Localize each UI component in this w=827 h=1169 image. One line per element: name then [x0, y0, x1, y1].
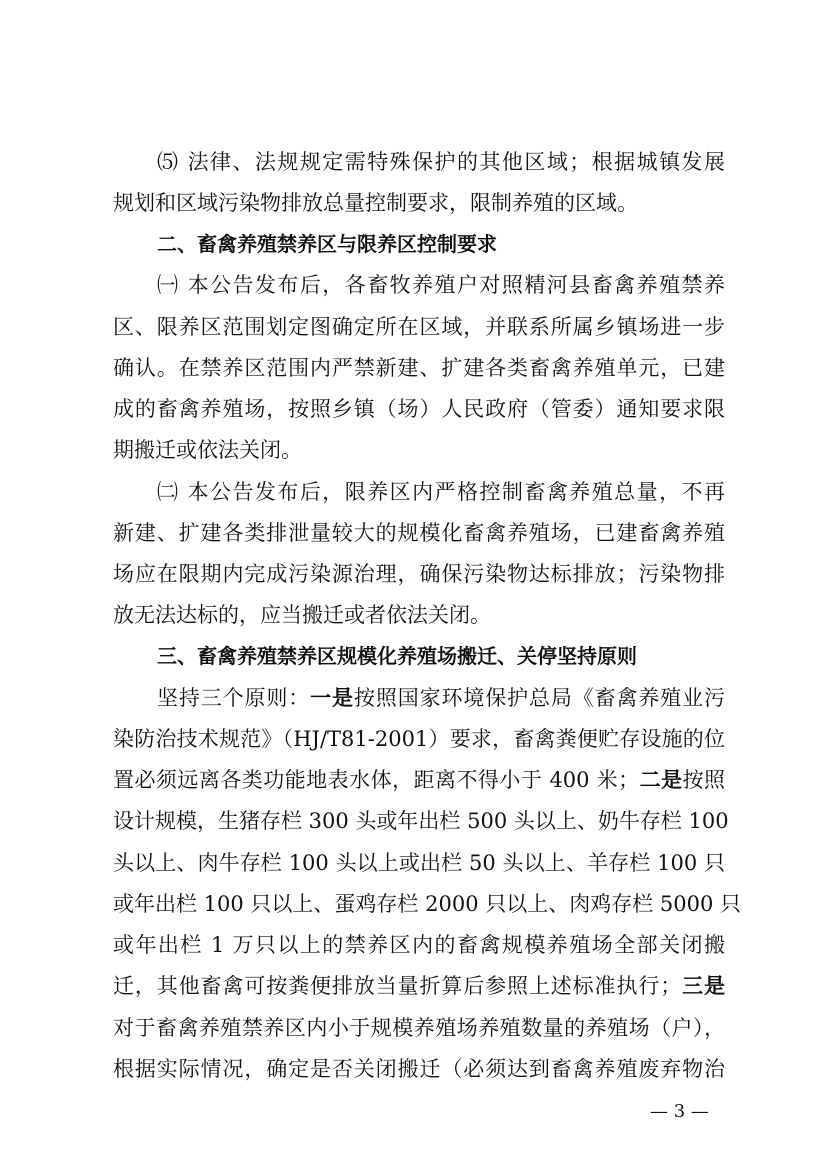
text-line: 或年出栏 1 万只以上的禁养区内的畜禽规模养殖场全部关闭搬 — [113, 933, 725, 957]
section-heading: 三、畜禽养殖禁养区规模化养殖场搬迁、关停坚持原则 — [157, 644, 637, 668]
text-line: 放无法达标的，应当搬迁或者依法关闭。 — [113, 603, 491, 627]
text-span: 按照 — [682, 768, 726, 792]
emphasis-text: 二是 — [639, 768, 683, 792]
text-line: ⑸ 法律、法规规定需特殊保护的其他区域；根据城镇发展 — [157, 150, 725, 174]
text-line: 成的畜禽养殖场，按照乡镇（场）人民政府（管委）通知要求限 — [113, 397, 725, 421]
text-line: 规划和区域污染物排放总量控制要求，限制养殖的区域。 — [113, 191, 638, 215]
text-span: 坚持三个原则： — [157, 686, 311, 710]
text-line: 或年出栏 100 只以上、蛋鸡存栏 2000 只以上、肉鸡存栏 5000 只 — [113, 892, 742, 916]
text-span: 按照国家环境保护总局《畜禽养殖业污 — [353, 686, 726, 710]
text-span: 迁，其他畜禽可按粪便排放当量折算后参照上述标准执行； — [113, 974, 682, 998]
text-line: 根据实际情况，确定是否关闭搬迁（必须达到畜禽养殖废弃物治 — [113, 1057, 725, 1081]
emphasis-text: 三是 — [681, 974, 726, 998]
text-line — [113, 766, 725, 794]
text-line: 设计规模，生猪存栏 300 头或年出栏 500 头以上、奶牛存栏 100 — [113, 809, 729, 833]
text-span: 置必须远离各类功能地表水体，距离不得小于 400 米； — [113, 768, 640, 792]
text-line: ㈠ 本公告发布后，各畜牧养殖户对照精河县畜禽养殖禁养 — [157, 273, 725, 297]
text-line: 区、限养区范围划定图确定所在区域，并联系所属乡镇场进一步 — [113, 315, 725, 339]
text-line: 对于畜禽养殖禁养区内小于规模养殖场养殖数量的养殖场（户）， — [113, 1016, 725, 1040]
text-line: 头以上、肉牛存栏 100 头以上或出栏 50 头以上、羊存栏 100 只 — [113, 851, 725, 875]
text-line: 新建、扩建各类排泄量较大的规模化畜禽养殖场，已建畜禽养殖 — [113, 521, 725, 545]
text-line: ㈡ 本公告发布后，限养区内严格控制畜禽养殖总量，不再 — [157, 480, 725, 504]
emphasis-text: 一是 — [310, 686, 354, 710]
text-line — [157, 684, 725, 712]
text-line: 染防治技术规范》（HJ/T81-2001）要求，畜禽粪便贮存设施的位 — [113, 727, 725, 751]
text-line: 场应在限期内完成污染源治理，确保污染物达标排放；污染物排 — [113, 562, 725, 586]
page-number: — 3 — — [650, 1101, 709, 1122]
text-line: 期搬迁或依法关闭。 — [113, 438, 302, 462]
section-heading: 二、畜禽养殖禁养区与限养区控制要求 — [157, 232, 497, 256]
text-line: 确认。在禁养区范围内严禁新建、扩建各类畜禽养殖单元，已建 — [113, 356, 725, 380]
text-line — [113, 972, 725, 1000]
